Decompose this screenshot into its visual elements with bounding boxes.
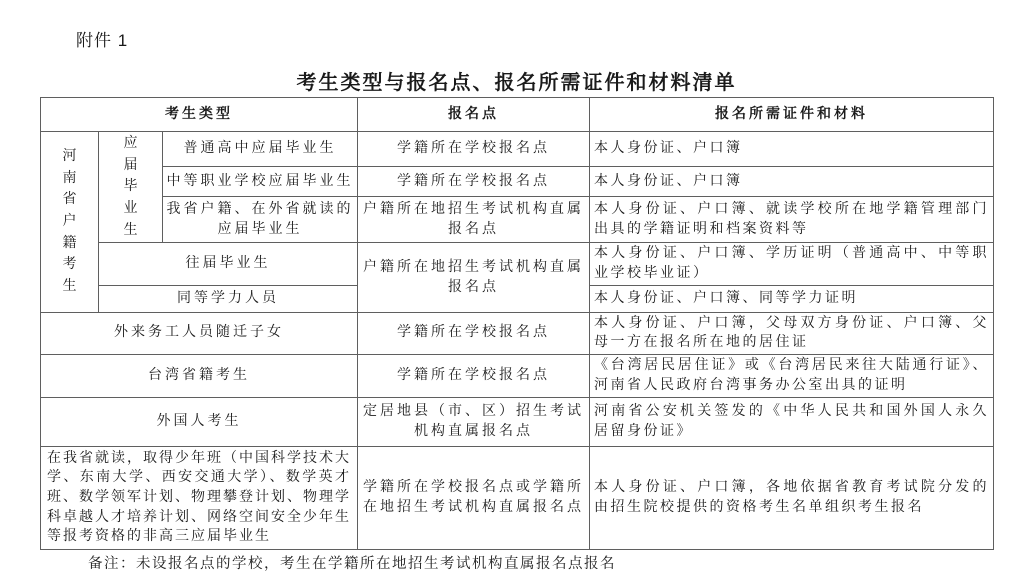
registration-site-cell: 学籍所在学校报名点 — [358, 167, 590, 196]
candidate-type-cell: 同等学力人员 — [99, 285, 358, 312]
materials-cell: 本人身份证、户口簿、学历证明（普通高中、中等职业学校毕业证） — [590, 243, 994, 285]
candidate-type-cell: 外来务工人员随迁子女 — [41, 312, 358, 354]
registration-site-cell: 学籍所在学校报名点 — [358, 132, 590, 167]
materials-cell: 本人身份证、户口簿 — [590, 167, 994, 196]
registration-site-cell: 学籍所在学校报名点或学籍所在地招生考试机构直属报名点 — [358, 446, 590, 549]
registration-site-cell: 学籍所在学校报名点 — [358, 354, 590, 397]
group-cell-henan-residence — [41, 132, 99, 313]
candidate-type-cell: 台湾省籍考生 — [41, 354, 358, 397]
table-row — [41, 354, 994, 397]
group-cell-fresh-graduates — [99, 132, 163, 243]
registration-site-cell: 定居地县（市、区）招生考试机构直属报名点 — [358, 397, 590, 446]
registration-site-cell: 学籍所在学校报名点 — [358, 312, 590, 354]
table-row — [41, 167, 994, 196]
candidate-type-cell: 在我省就读，取得少年班（中国科学技术大学、东南大学、西安交通大学）、数学英才班、数学领军计划、物理攀登计划、物理学科卓越人才培养计划、网络空间安全少年生等报考资格的非高三应届毕业生 — [41, 446, 358, 549]
col-header-materials: 报名所需证件和材料 — [590, 98, 994, 132]
table-header-row — [41, 98, 994, 132]
candidate-type-cell: 中等职业学校应届毕业生 — [163, 167, 358, 196]
footnote: 备注：未设报名点的学校，考生在学籍所在地招生考试机构直属报名点报名 — [88, 556, 616, 572]
candidate-registration-table — [40, 97, 994, 550]
table-row — [41, 397, 994, 446]
group-label-fresh-graduates: 应届毕业生 — [123, 136, 138, 238]
materials-cell: 本人身份证、户口簿，各地依据省教育考试院分发的由招生院校提供的资格考生名单组织考生报名 — [590, 446, 994, 549]
col-header-candidate-type: 考生类型 — [41, 98, 358, 132]
attachment-label: 附件 1 — [76, 31, 129, 50]
group-label-henan-residence: 河南省户籍考生 — [62, 148, 77, 295]
table-row — [41, 243, 994, 285]
materials-cell: 《台湾居民居住证》或《台湾居民来往大陆通行证》、河南省人民政府台湾事务办公室出具的证明 — [590, 354, 994, 397]
materials-cell: 河南省公安机关签发的《中华人民共和国外国人永久居留身份证》 — [590, 397, 994, 446]
table-row — [41, 132, 994, 167]
table-row — [41, 196, 994, 243]
registration-site-cell: 户籍所在地招生考试机构直属报名点 — [358, 196, 590, 243]
materials-cell: 本人身份证、户口簿 — [590, 132, 994, 167]
table-row — [41, 312, 994, 354]
candidate-type-cell: 往届毕业生 — [99, 243, 358, 285]
materials-cell: 本人身份证、户口簿、同等学力证明 — [590, 285, 994, 312]
registration-site-cell: 户籍所在地招生考试机构直属报名点 — [358, 243, 590, 312]
candidate-type-cell: 外国人考生 — [41, 397, 358, 446]
materials-cell: 本人身份证、户口簿、就读学校所在地学籍管理部门出具的学籍证明和档案资料等 — [590, 196, 994, 243]
col-header-registration-site: 报名点 — [358, 98, 590, 132]
table-row — [41, 446, 994, 549]
candidate-type-cell: 普通高中应届毕业生 — [163, 132, 358, 167]
materials-cell: 本人身份证、户口簿，父母双方身份证、户口簿、父母一方在报名所在地的居住证 — [590, 312, 994, 354]
page-title: 考生类型与报名点、报名所需证件和材料清单 — [296, 72, 737, 94]
candidate-type-cell: 我省户籍、在外省就读的应届毕业生 — [163, 196, 358, 243]
